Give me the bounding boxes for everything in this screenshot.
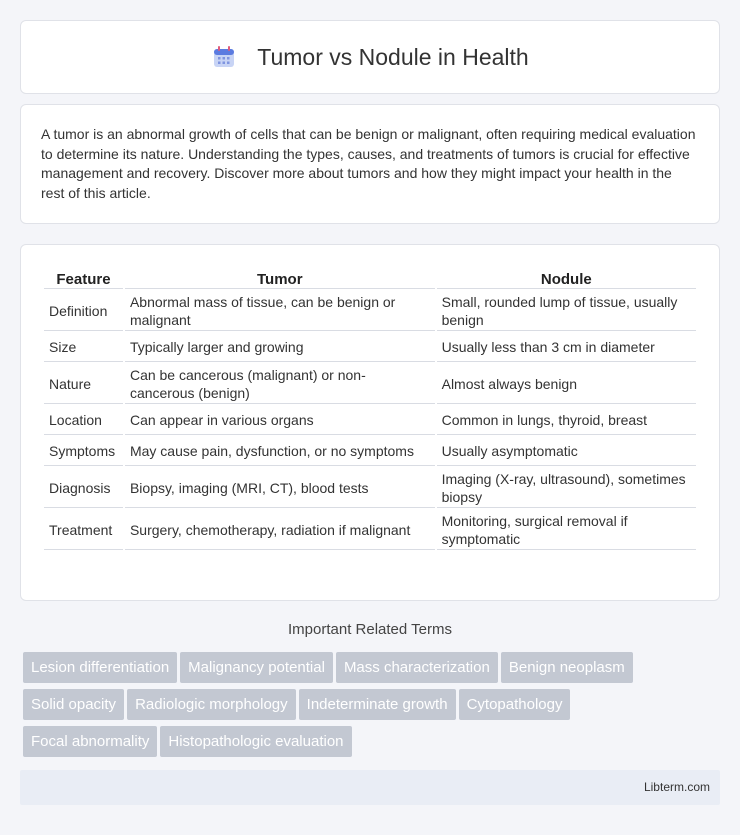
table-cell: Almost always benign — [437, 364, 696, 404]
table-row — [44, 510, 696, 550]
table-cell: Typically larger and growing — [125, 333, 435, 362]
related-term-tag[interactable]: Focal abnormality — [23, 726, 157, 757]
header-card — [20, 20, 720, 94]
table-cell: Usually asymptomatic — [437, 437, 696, 466]
related-term-tag[interactable]: Solid opacity — [23, 689, 124, 720]
table-cell: Small, rounded lump of tissue, usually benign — [437, 291, 696, 331]
related-terms-list — [23, 652, 723, 763]
table-cell: Can be cancerous (malignant) or non-cancerous (benign) — [125, 364, 435, 404]
table-cell: Surgery, chemotherapy, radiation if malignant — [125, 510, 435, 550]
comparison-table-card — [20, 244, 720, 601]
table-cell: Common in lungs, thyroid, breast — [437, 406, 696, 435]
table-row — [44, 364, 696, 404]
footer — [20, 770, 720, 805]
related-term-tag[interactable]: Histopathologic evaluation — [160, 726, 351, 757]
table-cell: Diagnosis — [44, 468, 123, 508]
table-row — [44, 333, 696, 362]
table-cell: Usually less than 3 cm in diameter — [437, 333, 696, 362]
table-row — [44, 406, 696, 435]
footer-link[interactable]: Libterm.com — [643, 780, 710, 794]
intro-text: A tumor is an abnormal growth of cells that can be benign or malignant, often requiring medical evaluation to determine its nature. Understanding the types, causes, and treatments of tumors is crucial for effective management and recovery. Discover more about tumors and how they might impact your health in the rest of this article. — [41, 126, 696, 201]
table-cell: Can appear in various organs — [125, 406, 435, 435]
table-header: Nodule — [437, 267, 696, 289]
table-row — [44, 437, 696, 466]
table-cell: Monitoring, surgical removal if symptomatic — [437, 510, 696, 550]
intro-card — [20, 104, 720, 224]
table-cell: Nature — [44, 364, 123, 404]
table-row — [44, 468, 696, 508]
related-term-tag[interactable]: Mass characterization — [336, 652, 498, 683]
table-cell: Treatment — [44, 510, 123, 550]
table-cell: Definition — [44, 291, 123, 331]
calendar-icon — [211, 44, 237, 70]
table-cell: Symptoms — [44, 437, 123, 466]
related-term-tag[interactable]: Indeterminate growth — [299, 689, 456, 720]
table-header: Tumor — [125, 267, 435, 289]
related-term-tag[interactable]: Benign neoplasm — [501, 652, 633, 683]
related-term-tag[interactable]: Malignancy potential — [180, 652, 333, 683]
table-cell: Imaging (X-ray, ultrasound), sometimes biopsy — [437, 468, 696, 508]
table-cell: Abnormal mass of tissue, can be benign or malignant — [125, 291, 435, 331]
table-cell: Biopsy, imaging (MRI, CT), blood tests — [125, 468, 435, 508]
related-terms-title: Important Related Terms — [288, 621, 452, 638]
related-term-tag[interactable]: Lesion differentiation — [23, 652, 177, 683]
table-row — [44, 291, 696, 331]
related-term-tag[interactable]: Cytopathology — [459, 689, 571, 720]
table-cell: Location — [44, 406, 123, 435]
table-header: Feature — [44, 267, 123, 289]
table-cell: May cause pain, dysfunction, or no symptoms — [125, 437, 435, 466]
page-title: Tumor vs Nodule in Health — [257, 43, 529, 70]
comparison-table — [42, 265, 698, 552]
related-term-tag[interactable]: Radiologic morphology — [127, 689, 296, 720]
table-cell: Size — [44, 333, 123, 362]
